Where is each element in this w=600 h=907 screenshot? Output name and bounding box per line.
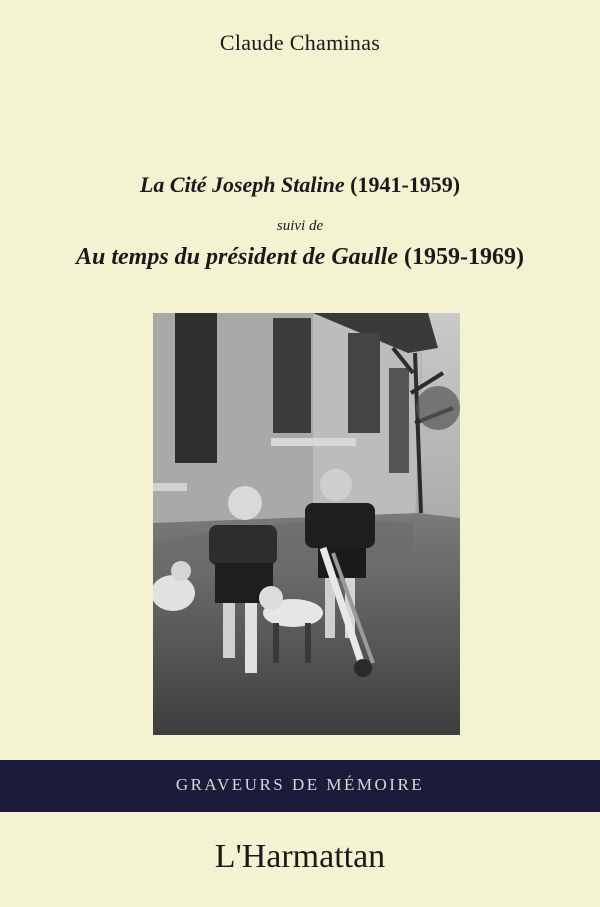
title-main-dates: (1941-1959) xyxy=(350,172,461,197)
title-line-3 xyxy=(0,244,600,271)
title-second-dates: (1959-1969) xyxy=(404,244,524,270)
cover-photo xyxy=(153,313,460,735)
title-line-1 xyxy=(0,172,600,198)
photo-illustration xyxy=(153,313,460,735)
title-second-name: Au temps du président de Gaulle xyxy=(75,244,399,270)
publisher-name xyxy=(0,838,600,876)
author-name: Claude Chaminas xyxy=(219,30,381,55)
title-main-name: La Cité Joseph Staline xyxy=(139,172,345,197)
publisher-logo-text: L'Harmattan xyxy=(214,838,386,875)
series-name: GRAVEURS DE MÉMOIRE xyxy=(175,775,425,794)
title-connector: suivi de xyxy=(276,218,324,234)
